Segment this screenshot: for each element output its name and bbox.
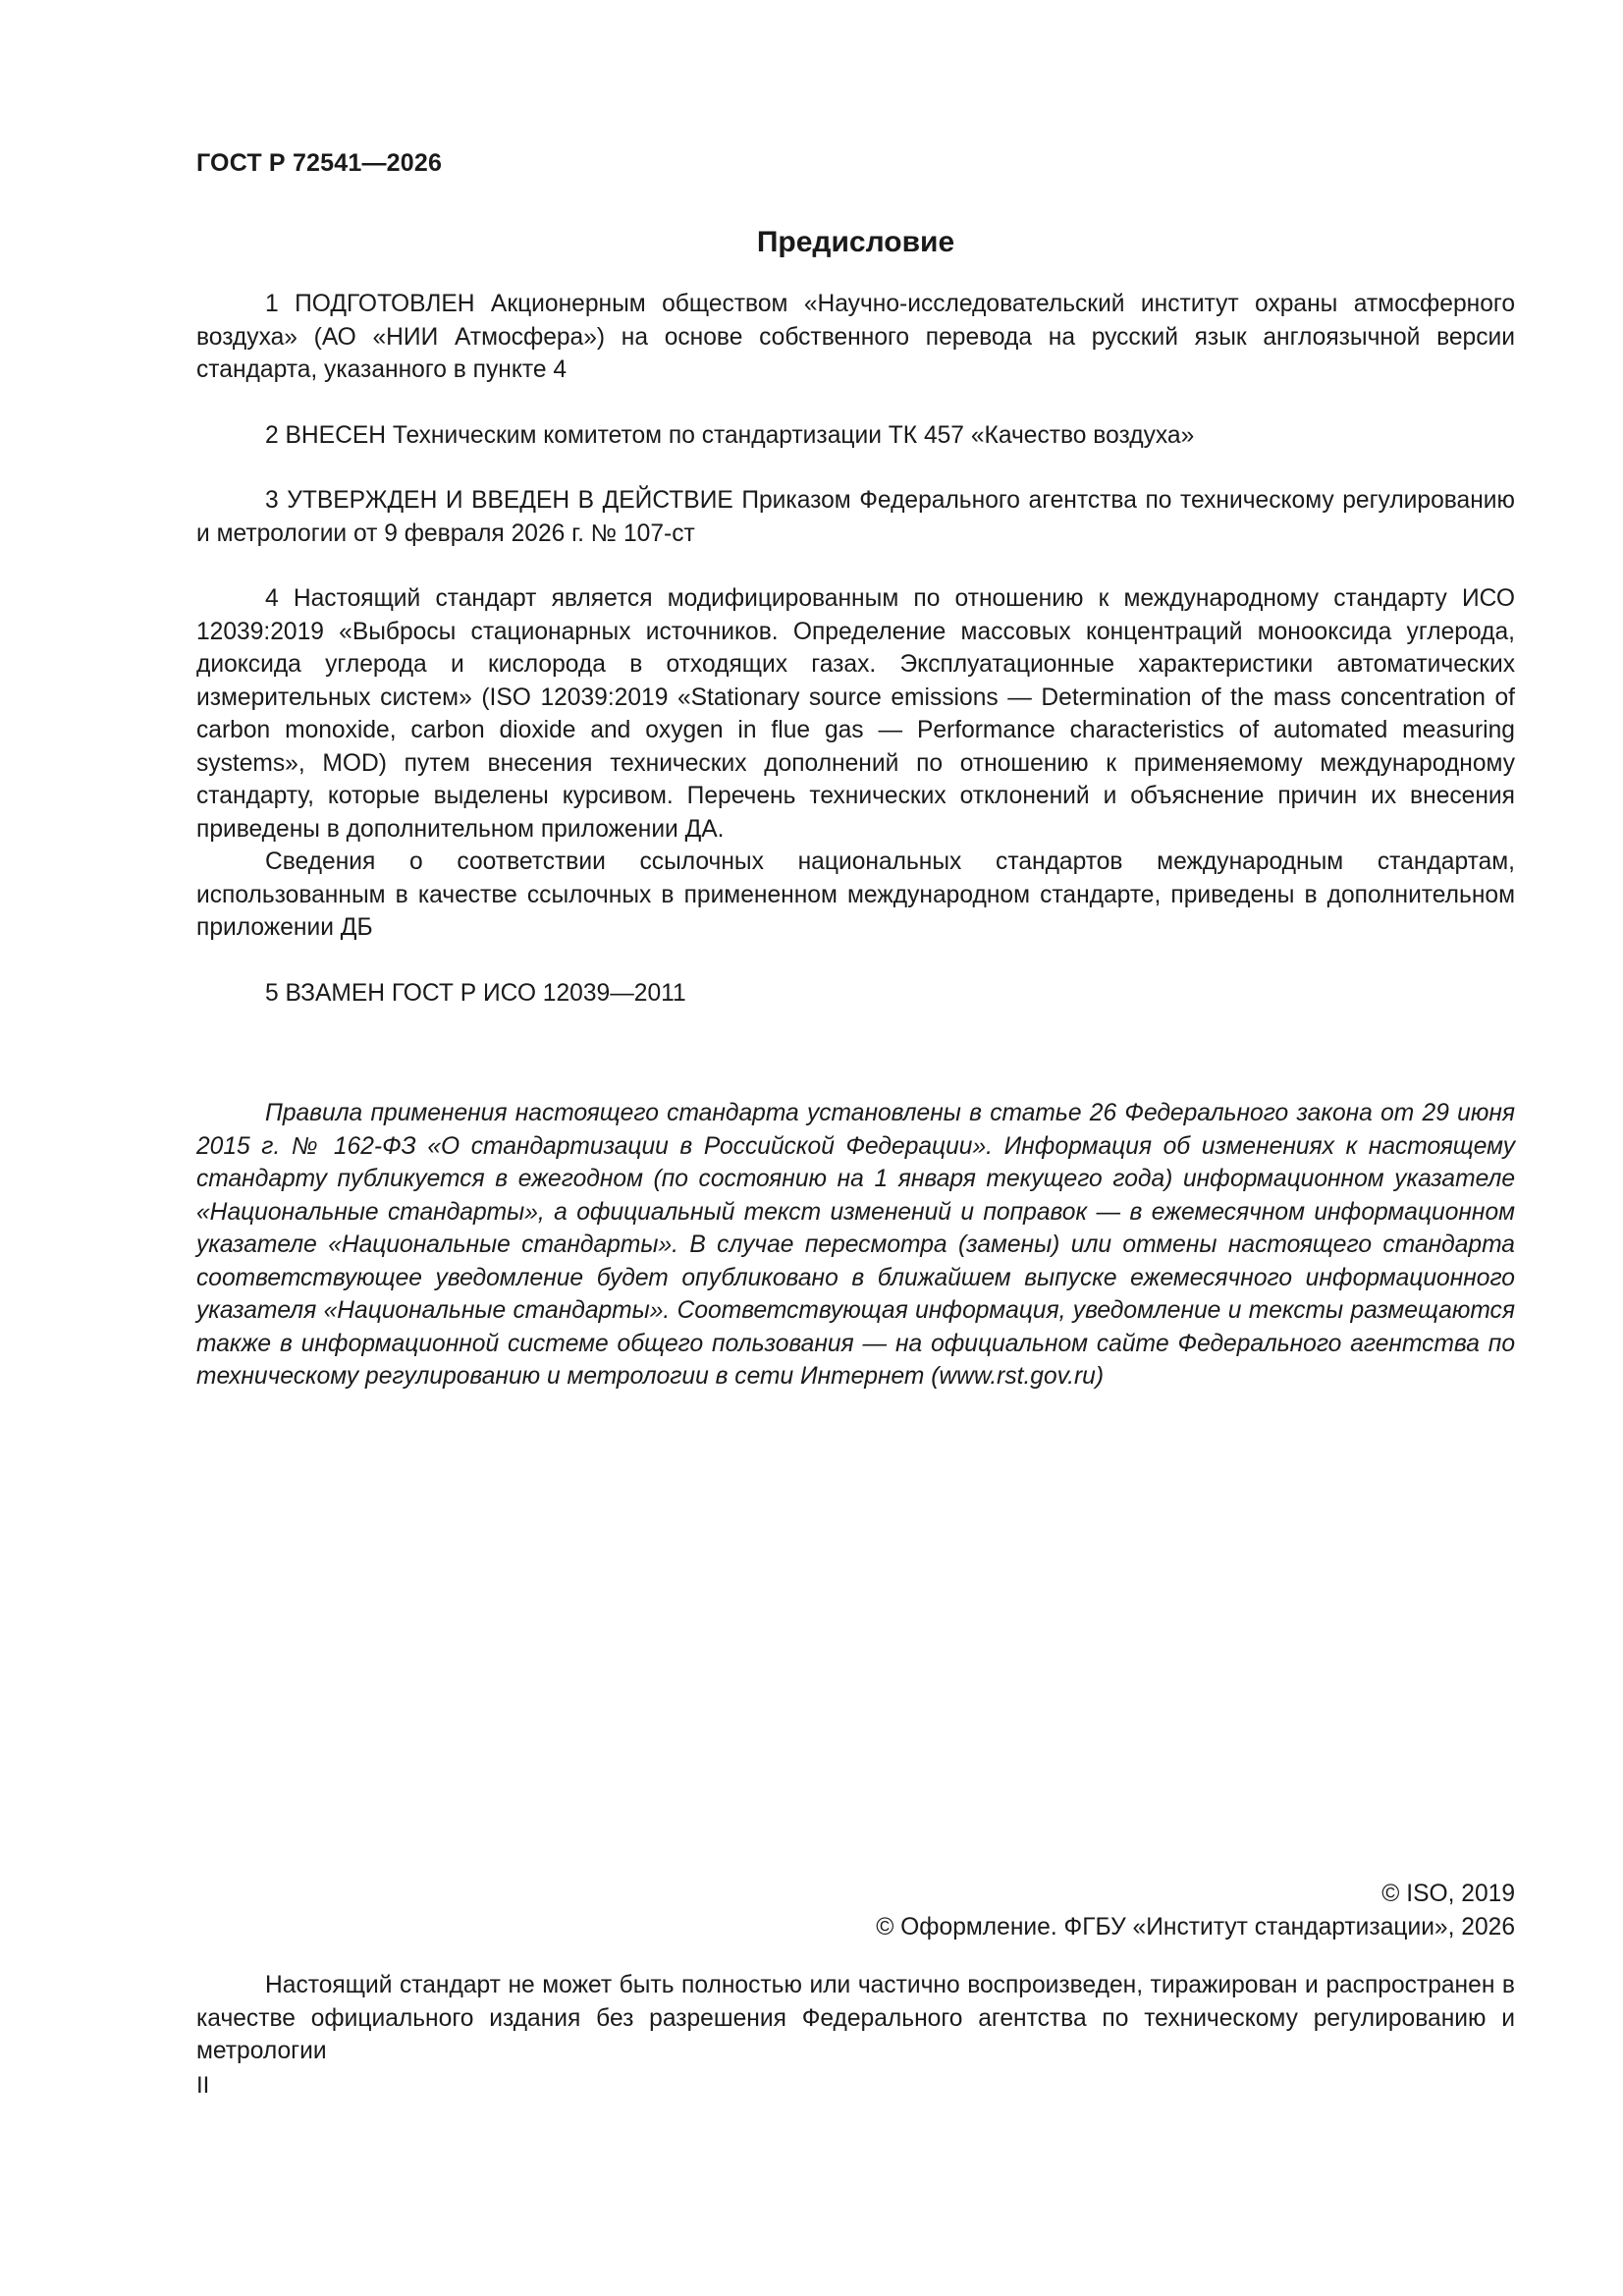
rules-notice: [196, 1097, 1515, 1394]
item-5-replaces: 5 ВЗАМЕН ГОСТ Р ИСО 12039—2011: [265, 979, 686, 1007]
reproduction-notice: [196, 1969, 1515, 2068]
page-title: Предисловие: [756, 226, 955, 258]
foreword-body: [196, 288, 1515, 1010]
item-4-modified: 4 Настоящий стандарт является модифицированным по отношению к международному стандарту ИСО 12039:2019 «Выбросы стационарных источников. Определение массовых концентраций монооксида углерода, диоксида углерода и кислорода в отходящих газах. Эксплуатационные характеристики автоматических измерительных систем» (ISO 12039:2019 «Stationary source emissions — Determination of the mass concentration of carbon monoxide, carbon dioxide and oxygen in flue gas — Performance characteristics of automated measuring systems», MOD) путем внесения технических дополнений по отношению к применяемому международному стандарту, которые выделены курсивом. Перечень технических отклонений и объяснение причин их внесения приведены в дополнительном приложении ДА.: [196, 585, 1515, 843]
copyright-design: © Оформление. ФГБУ «Институт стандартизации», 2026: [876, 1913, 1515, 1941]
copyright-iso: © ISO, 2019: [1381, 1881, 1515, 1907]
item-3-approved: 3 УТВЕРЖДЕН И ВВЕДЕН В ДЕЙСТВИЕ Приказом Федерального агентства по техническому регулированию и метрологии от 9 февраля 2026 г. № 107-ст: [196, 487, 1515, 547]
reproduction-notice-text: Настоящий стандарт не может быть полностью или частично воспроизведен, тиражирован и распространен в качестве официального издания без разрешения Федерального агентства по техническому регулированию и метрологии: [196, 1972, 1515, 2064]
item-1-prepared: 1 ПОДГОТОВЛЕН Акционерным обществом «Научно-исследовательский институт охраны атмосферного воздуха» (АО «НИИ Атмосфера») на основе собственного перевода на русский язык англоязычной версии стандарта, указанного в пункте 4: [196, 291, 1515, 383]
page-number: II: [196, 2072, 210, 2099]
copyright-block: [196, 1878, 1515, 1943]
item-2-submitted: 2 ВНЕСЕН Техническим комитетом по стандартизации ТК 457 «Качество воздуха»: [265, 421, 1195, 449]
rules-notice-text: Правила применения настоящего стандарта установлены в статье 26 Федерального закона от 29 июня 2015 г. № 162-ФЗ «О стандартизации в Российской Федерации». Информация об изменениях к настоящему стандарту публикуется в ежегодном (по состоянию на 1 января текущего года) информационном указателе «Национальные стандарты», а официальный текст изменений и поправок — в ежемесячном информационном указателе «Национальные стандарты». В случае пересмотра (замены) или отмены настоящего стандарта соответствующее уведомление будет опубликовано в ближайшем выпуске ежемесячного информационного указателя «Национальные стандарты». Соответствующая информация, уведомление и тексты размещаются также в информационной системе общего пользования — на официальном сайте Федерального агентства по техническому регулированию и метрологии в сети Интернет (www.rst.gov.ru): [196, 1100, 1515, 1390]
standard-code: ГОСТ Р 72541—2026: [196, 149, 443, 177]
item-4-references: Сведения о соответствии ссылочных национальных стандартов международным стандартам, использованным в качестве ссылочных в примененном международном стандарте, приведены в дополнительном приложении ДБ: [196, 848, 1515, 941]
